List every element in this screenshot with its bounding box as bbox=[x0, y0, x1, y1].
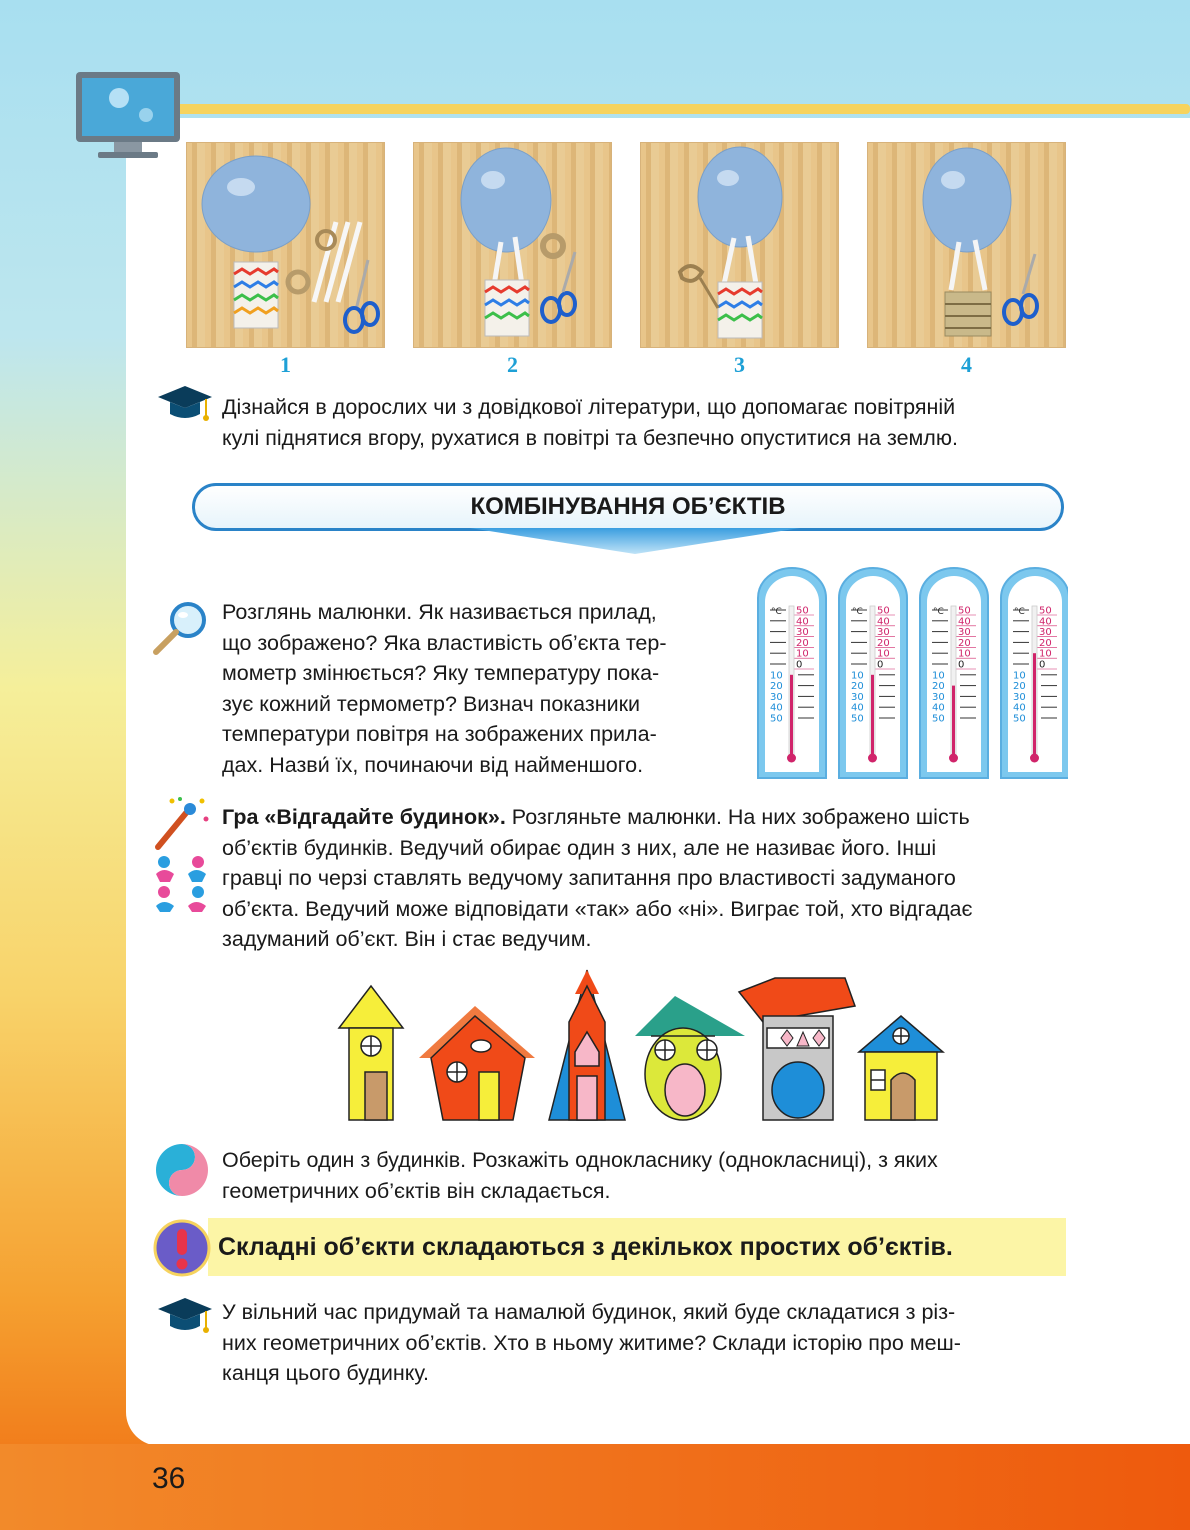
scale-label-plus: 0 bbox=[958, 659, 965, 671]
scale-label-minus: 40 bbox=[851, 702, 864, 714]
scale-label-plus: 40 bbox=[958, 616, 971, 628]
scale-label-plus: 10 bbox=[1039, 648, 1052, 660]
scale-label-plus: 20 bbox=[1039, 637, 1052, 649]
magnifier-icon bbox=[152, 598, 210, 656]
thermometer-liquid bbox=[952, 686, 955, 756]
thermometer-bulb bbox=[868, 754, 877, 763]
thermometer-unit: °C bbox=[771, 607, 782, 617]
thermometer-task-line-3: мометр змінюється? Яку температуру пока- bbox=[222, 661, 660, 685]
scale-label-minus: 20 bbox=[770, 681, 783, 693]
thermometer-task-text bbox=[222, 597, 730, 780]
scale-label-minus: 40 bbox=[770, 702, 783, 714]
thermometer-liquid bbox=[871, 675, 874, 756]
magic-wand-icon bbox=[152, 795, 210, 851]
thermometer-bulb bbox=[787, 754, 796, 763]
thermometer-task-line-6: дах. Назви́ їх, починаючи від найменшого. bbox=[222, 752, 644, 777]
photo-caption-1: 1 bbox=[280, 352, 291, 377]
scale-label-plus: 30 bbox=[958, 627, 971, 639]
scale-label-minus: 10 bbox=[851, 670, 864, 682]
scale-label-plus: 20 bbox=[877, 637, 890, 649]
thermometers-svg bbox=[756, 566, 1068, 780]
scale-label-plus: 40 bbox=[796, 616, 809, 628]
section-title: КОМБІНУВАННЯ ОБ’ЄКТІВ bbox=[192, 483, 1064, 531]
homework-line-3: канця цього будинку. bbox=[222, 1361, 429, 1385]
scale-label-plus: 50 bbox=[877, 605, 890, 617]
thermometer-2 bbox=[839, 568, 907, 778]
house-6 bbox=[859, 1016, 943, 1120]
homework-line-2: них геометричних об’єктів. Хто в ньому житиме? Склади історію про меш- bbox=[222, 1330, 961, 1355]
scale-label-minus: 40 bbox=[932, 702, 945, 714]
scale-label-minus: 30 bbox=[851, 691, 864, 703]
scale-label-plus: 20 bbox=[796, 637, 809, 649]
scale-label-minus: 30 bbox=[932, 691, 945, 703]
thermometer-liquid bbox=[790, 675, 793, 756]
rule-box bbox=[208, 1218, 1066, 1276]
house-5 bbox=[739, 978, 855, 1120]
scale-label-minus: 50 bbox=[1013, 713, 1026, 725]
scale-label-plus: 50 bbox=[796, 605, 809, 617]
houses-figure bbox=[335, 966, 945, 1126]
thermometer-4 bbox=[1001, 568, 1068, 778]
thermometers-figure bbox=[756, 566, 1068, 780]
game-title: Гра «Відгадайте будинок». bbox=[222, 805, 506, 829]
thermometer-1 bbox=[758, 568, 826, 778]
scale-label-minus: 10 bbox=[770, 670, 783, 682]
scale-label-minus: 20 bbox=[932, 681, 945, 693]
group-icon bbox=[152, 854, 210, 912]
tip-research-line-2: кулі піднятися вгору, рухатися в повітрі та безпечно опуститися на землю. bbox=[222, 425, 958, 450]
game-line-1-rest: Розгляньте малюнки. На них зображено шість bbox=[505, 805, 970, 829]
scale-label-minus: 20 bbox=[851, 681, 864, 693]
scale-label-minus: 50 bbox=[770, 713, 783, 725]
tip-research-text bbox=[222, 392, 1072, 453]
scale-label-minus: 20 bbox=[1013, 681, 1026, 693]
scale-label-plus: 40 bbox=[1039, 616, 1052, 628]
thermometer-unit: °C bbox=[1014, 607, 1025, 617]
scale-label-plus: 10 bbox=[796, 648, 809, 660]
scale-label-plus: 0 bbox=[796, 659, 803, 671]
balloon-step-photo-3 bbox=[640, 142, 839, 348]
homework-text bbox=[222, 1297, 1066, 1389]
scale-label-minus: 40 bbox=[1013, 702, 1026, 714]
top-stripe bbox=[170, 104, 1190, 114]
thermometer-task-line-4: зує кожний термометр? Визнач показники bbox=[222, 691, 641, 716]
thermometer-task-line-1: Розглянь малюнки. Як називається прилад, bbox=[222, 600, 657, 624]
game-line-1 bbox=[222, 802, 1066, 833]
scale-label-plus: 30 bbox=[1039, 627, 1052, 639]
scale-label-plus: 0 bbox=[877, 659, 884, 671]
scale-label-minus: 30 bbox=[770, 691, 783, 703]
pair-task-line-2: геометричних об’єктів він складається. bbox=[222, 1178, 611, 1203]
banner-tail bbox=[470, 528, 800, 554]
scale-label-plus: 40 bbox=[877, 616, 890, 628]
house-2 bbox=[419, 1006, 535, 1120]
scale-label-plus: 10 bbox=[958, 648, 971, 660]
thermometer-bulb bbox=[1030, 754, 1039, 763]
scale-label-plus: 30 bbox=[796, 627, 809, 639]
game-line-5: задуманий об’єкт. Він і стає ведучим. bbox=[222, 927, 592, 951]
thermometer-task-line-2: що зображено? Яка властивість об’єкта тер- bbox=[222, 630, 667, 655]
thermometer-unit: °C bbox=[852, 607, 863, 617]
scale-label-plus: 30 bbox=[877, 627, 890, 639]
game-line-2: об’єктів будинків. Ведучий обирає один з них, але не називає його. Інші bbox=[222, 835, 937, 860]
scale-label-plus: 20 bbox=[958, 637, 971, 649]
rule-text: Складні об’єкти складаються з декількох простих об’єктів. bbox=[218, 1233, 953, 1261]
thermometer-bulb bbox=[949, 754, 958, 763]
house-3 bbox=[549, 970, 625, 1120]
photo-caption-2: 2 bbox=[507, 352, 518, 377]
house-1 bbox=[339, 986, 403, 1120]
scale-label-minus: 30 bbox=[1013, 691, 1026, 703]
monitor-icon bbox=[74, 70, 182, 160]
house-4 bbox=[635, 996, 745, 1120]
game-line-3: гравці по черзі ставлять ведучому запитання про властивості задуманого bbox=[222, 866, 956, 890]
scale-label-minus: 50 bbox=[851, 713, 864, 725]
scale-label-plus: 50 bbox=[1039, 605, 1052, 617]
pair-icon bbox=[152, 1142, 210, 1198]
thermometer-task-line-5: температури повітря на зображених прила- bbox=[222, 722, 657, 746]
game-line-4: об’єкта. Ведучий може відповідати «так» або «ні». Виграє той, хто відгадає bbox=[222, 896, 973, 921]
pair-task-line-1: Оберіть один з будинків. Розкажіть однокласнику (однокласниці), з яких bbox=[222, 1148, 938, 1172]
game-text bbox=[222, 802, 1066, 955]
graduation-cap-icon bbox=[156, 384, 214, 426]
thermometer-liquid bbox=[1033, 653, 1036, 756]
exclamation-icon bbox=[152, 1218, 212, 1278]
photo-caption-3: 3 bbox=[734, 352, 745, 377]
balloon-step-photo-2 bbox=[413, 142, 612, 348]
pair-task-text bbox=[222, 1145, 1072, 1206]
page-number: 36 bbox=[152, 1462, 186, 1495]
scale-label-plus: 10 bbox=[877, 648, 890, 660]
scale-label-minus: 10 bbox=[932, 670, 945, 682]
tip-research-line-1: Дізнайся в дорослих чи з довідкової літератури, що допомагає повітряній bbox=[222, 395, 956, 419]
thermometer-3 bbox=[920, 568, 988, 778]
thermometer-unit: °C bbox=[933, 607, 944, 617]
scale-label-minus: 10 bbox=[1013, 670, 1026, 682]
graduation-cap-icon-2 bbox=[156, 1296, 214, 1338]
homework-line-1: У вільний час придумай та намалюй будинок, який буде складатися з різ- bbox=[222, 1300, 956, 1324]
photo-caption-4: 4 bbox=[961, 352, 972, 377]
scale-label-plus: 50 bbox=[958, 605, 971, 617]
balloon-step-photo-4 bbox=[867, 142, 1066, 348]
balloon-step-photo-1 bbox=[186, 142, 385, 348]
scale-label-plus: 0 bbox=[1039, 659, 1046, 671]
scale-label-minus: 50 bbox=[932, 713, 945, 725]
